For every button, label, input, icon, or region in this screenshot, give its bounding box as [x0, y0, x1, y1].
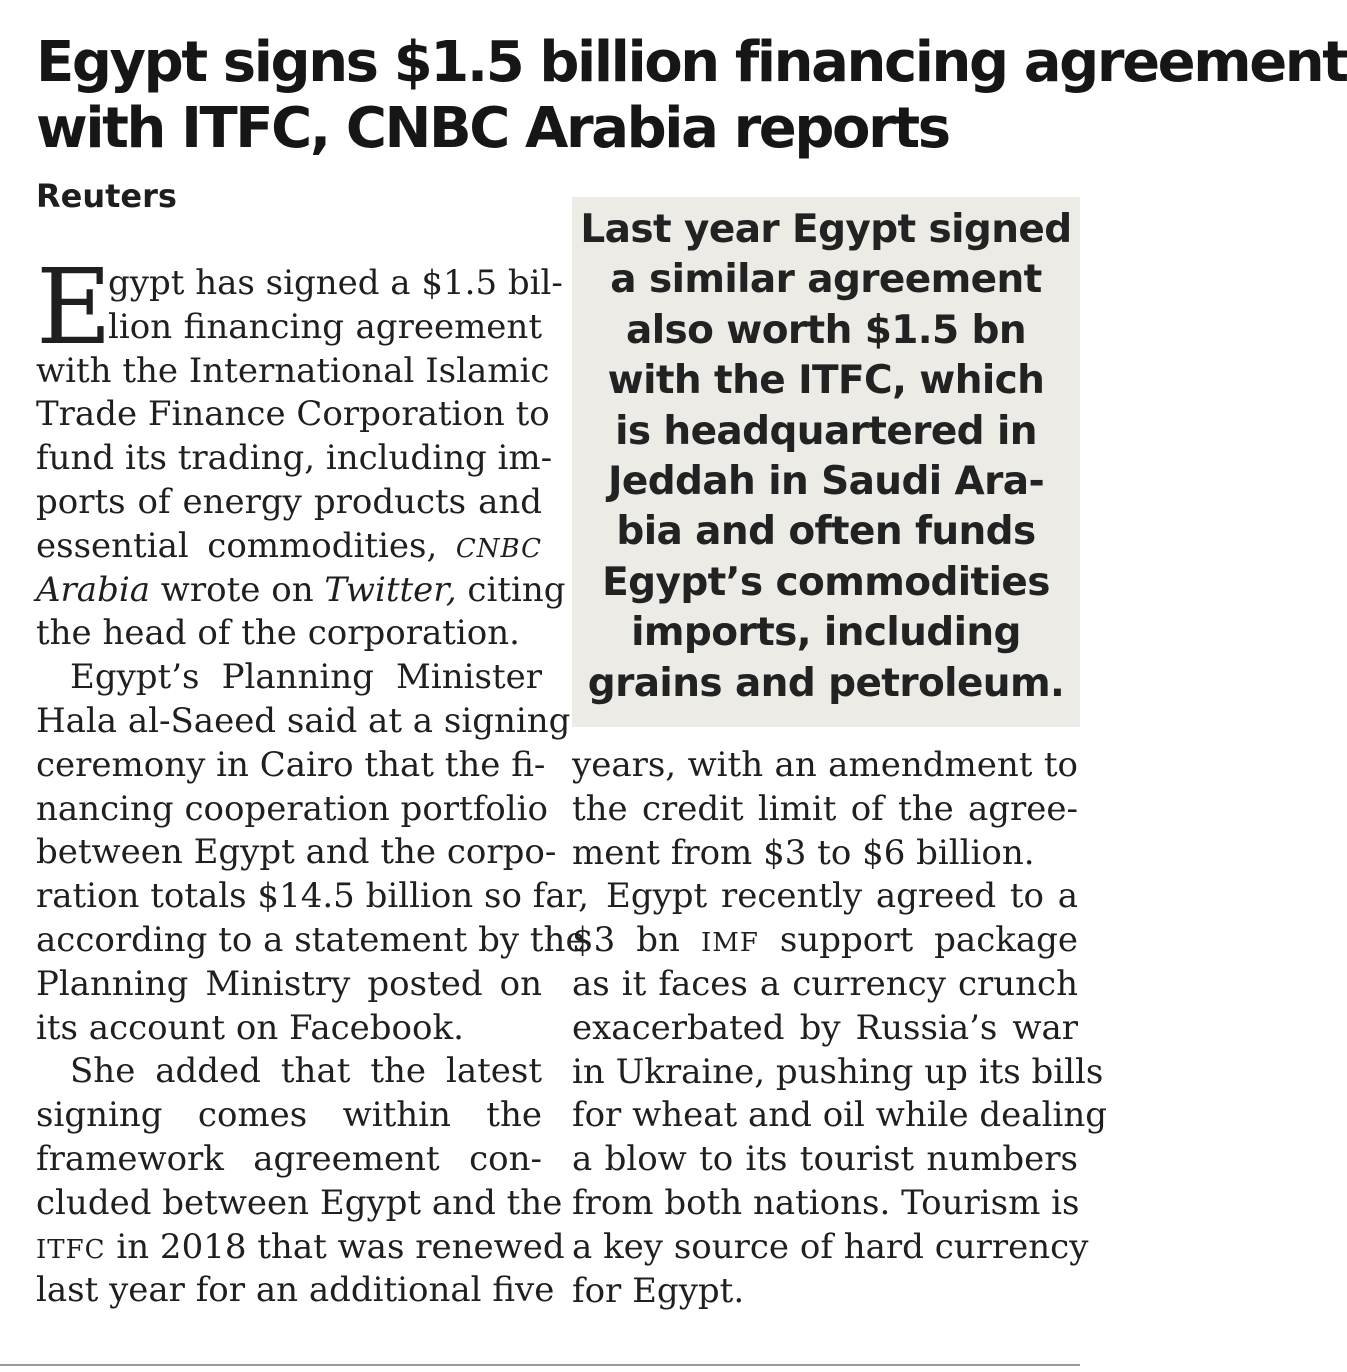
body-line: years, with an amendment to	[572, 745, 1078, 785]
pull-quote-line: Jeddah in Saudi Ara-	[607, 459, 1045, 505]
pull-quote-line: also worth $1.5 bn	[626, 307, 1026, 353]
body-line: from both nations. Tourism is	[572, 1182, 1080, 1223]
text-run: $3 bn	[572, 920, 701, 961]
body-line: as it faces a currency crunch	[572, 963, 1078, 1004]
italic-platform-name: Twitter,	[324, 569, 457, 610]
body-line: She added that the latest	[70, 1051, 542, 1092]
body-line: exacerbated by Russia’s war	[572, 1007, 1078, 1048]
body-line: gypt has signed a $1.5 bil-	[108, 263, 563, 303]
text-run: support package	[758, 920, 1079, 961]
body-line: Hala al-Saeed said at a signing	[36, 700, 571, 741]
acronym: IMF	[700, 928, 759, 959]
body-line: ceremony in Cairo that the fi-	[36, 744, 546, 785]
body-line: ration totals $14.5 billion so far,	[36, 876, 589, 917]
headline-line: Egypt signs $1.5 billion financing agreement	[36, 30, 1347, 95]
body-line: Trade Finance Corporation to	[36, 394, 550, 435]
body-line: Egypt recently agreed to a	[606, 876, 1078, 917]
body-line: Planning Ministry posted on	[36, 963, 542, 1004]
pull-quote-box	[572, 197, 1080, 727]
pull-quote-line: Egypt’s commodities	[602, 559, 1050, 605]
body-line: framework agreement con-	[36, 1138, 542, 1179]
body-line: the credit limit of the agree-	[572, 788, 1078, 829]
drop-cap: E	[36, 246, 112, 368]
pull-quote-line: imports, including	[631, 610, 1021, 656]
headline	[36, 30, 1347, 162]
body-line: nancing cooperation portfolio	[36, 788, 548, 829]
body-line: a key source of hard currency	[572, 1226, 1089, 1267]
text-run: in 2018 that was renewed	[105, 1226, 565, 1267]
body-line: for Egypt.	[572, 1270, 745, 1311]
body-line: fund its trading, including im-	[36, 438, 553, 479]
italic-source-name: Arabia	[36, 569, 150, 610]
pull-quote-line: with the ITFC, which	[607, 358, 1045, 404]
body-line: Egypt’s Planning Minister	[70, 657, 542, 698]
body-column-right	[572, 744, 1107, 1313]
pull-quote-line: a similar agreement	[610, 257, 1042, 303]
headline-line: with ITFC, CNBC Arabia reports	[36, 96, 949, 161]
body-line: with the International Islamic	[36, 350, 550, 391]
pull-quote-line: grains and petroleum.	[587, 660, 1065, 706]
body-line: between Egypt and the corpo-	[36, 832, 557, 873]
italic-source-name: CNBC	[455, 533, 542, 564]
body-line: in Ukraine, pushing up its bills	[572, 1051, 1104, 1092]
pull-quote-text	[572, 205, 1080, 709]
body-column-left	[36, 246, 589, 1313]
body-line: signing comes within the	[36, 1095, 542, 1136]
body-line: a blow to its tourist numbers	[572, 1139, 1078, 1180]
body-line	[36, 1226, 565, 1270]
body-line: its account on Facebook.	[36, 1007, 464, 1048]
acronym: ITFC	[36, 1234, 106, 1265]
body-line: ment from $3 to $6 billion.	[572, 832, 1035, 873]
body-line: the head of the corporation.	[36, 613, 520, 654]
body-line	[572, 919, 1078, 963]
text-run: wrote on	[150, 569, 325, 610]
pull-quote-line: bia and often funds	[616, 509, 1036, 555]
body-line: for wheat and oil while dealing	[572, 1095, 1107, 1136]
body-line: lion financing agreement	[108, 306, 542, 347]
body-line: last year for an additional five	[36, 1270, 555, 1311]
body-line	[36, 525, 542, 569]
pull-quote-line: is headquartered in	[615, 408, 1037, 454]
pull-quote-line: Last year Egypt signed	[580, 207, 1072, 252]
text-run: citing	[456, 569, 566, 610]
body-line: according to a statement by the	[36, 919, 586, 960]
body-line: ports of energy products and	[36, 481, 542, 522]
byline: Reuters	[36, 177, 177, 215]
body-line: cluded between Egypt and the	[36, 1182, 563, 1223]
bottom-rule	[0, 1364, 1080, 1366]
body-line	[36, 569, 566, 613]
text-run: essential commodities,	[36, 525, 456, 566]
